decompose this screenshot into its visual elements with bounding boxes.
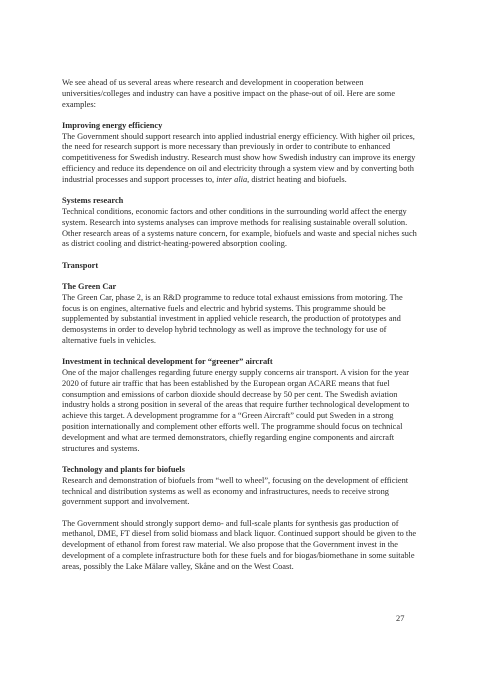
section-green-car [62,282,418,347]
paragraph-biofuels-1: Research and demonstration of biofuels from “well to wheel”, focusing on the development of efficient technical and distribution systems as well as economy and infrastructures, needs to receive strong government support and involvement. [62,475,409,507]
paragraph-biofuels-2: The Government should strongly support demo- and full-scale plants for synthesis gas production of methanol, DME, FT diesel from solid biomass and black liquor. Continued support should be given to the development of ethanol from forest raw material. We also propose that the Government invest in the development of a complete infrastructure both for these fuels and for biogas/biomethane in some suitable areas, possibly the Lake Mälare valley, Skåne and on the West Coast. [62,518,417,571]
paragraph-improving-energy-efficiency [62,132,418,186]
section-systems-research [62,196,418,250]
efficiency-text-end: , district heating and biofuels. [247,174,347,184]
intro-paragraph: We see ahead of us several areas where research and development in cooperation between universities/colleges and industry can have a positive impact on the phase-out of oil. Here are some examples: [62,78,396,109]
paragraph-green-car: The Green Car, phase 2, is an R&D programme to reduce total exhaust emissions from motoring. The focus is on engines, alternative fuels and electric and hybrid systems. This programme should be supplemented by substantial investment in applied vehicle research, the production of prototypes and demosystems in order to develop hybrid technology as well as improve the technology for use of alternative fuels in vehicles. [62,292,403,345]
section-biofuels [62,465,418,508]
page-number: 27 [396,614,405,623]
paragraph-greener-aircraft: One of the major challenges regarding future energy supply concerns air transport. A vision for the year 2020 of future air traffic that has been established by the European organ ACARE means that fuel consumption and emissions of carbon dioxide should decrease by 50 per cent. The Swedish aviation industry holds a strong position in several of the areas that require further technological development to achieve this target. A development programme for a “Green Aircraft” could put Sweden in a strong position internationally and complement other efforts well. The programme should focus on technical development and what are termed demonstrators, chiefly regarding engine components and aircraft structures and systems. [62,368,410,453]
section-improving-energy-efficiency [62,121,418,186]
heading-greener-aircraft: Investment in technical development for “greener” aircraft [62,357,273,367]
heading-biofuels: Technology and plants for biofuels [62,464,185,474]
paragraph-systems-research: Technical conditions, economic factors and other conditions in the surrounding world affect the energy system. Research into systems analyses can improve methods for realising sustainable overall solution. Other research areas of a systems nature concern, for example, biofuels and waste and special niches such as district cooling and district-heating-powered absorption cooling. [62,206,417,249]
section-greener-aircraft [62,357,418,454]
efficiency-text-italic: inter alia [216,174,248,184]
heading-systems-research: Systems research [62,196,124,206]
efficiency-text-start: The Government should support research into applied industrial energy efficiency. With higher oil prices, the need for research support is more necessary than previously in order to contribute to enhanced competitiveness for Swedish industry. Research must show how Swedish industry can improve its energy efficiency and reduce its dependence on oil and electricity through a system view and by converting both industrial processes and support processes to, [62,131,416,184]
document-page [62,78,418,583]
heading-improving-energy-efficiency: Improving energy efficiency [62,120,163,130]
heading-green-car: The Green Car [62,281,117,291]
heading-transport: Transport [62,260,99,270]
